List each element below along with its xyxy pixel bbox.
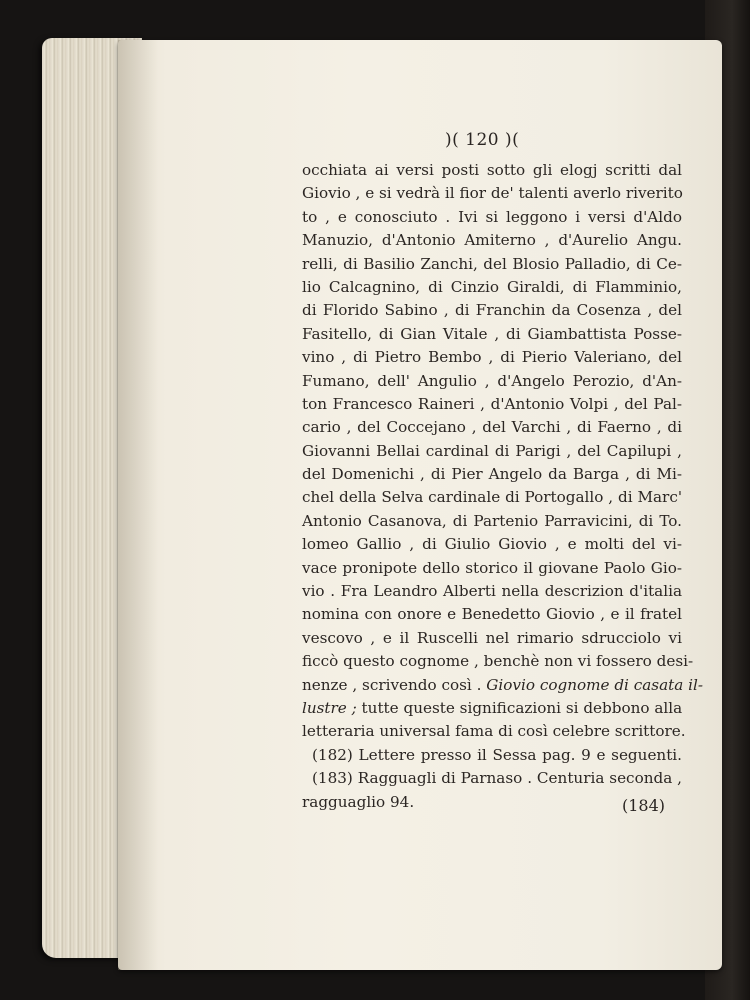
text-line: Fasitello, di Gian Vitale , di Giambattista Posse- <box>302 324 682 343</box>
text-line: relli, di Basilio Zanchi, del Blosio Palladio, di Ce- <box>302 254 682 273</box>
text-line: lomeo Gallio , di Giulio Giovio , e molti del vi- <box>302 535 682 554</box>
catchword: (184) <box>622 796 666 815</box>
text-line: ton Francesco Raineri , d'Antonio Volpi , del Pal- <box>302 394 682 413</box>
text-line: lio Calcagnino, di Cinzio Giraldi, di Flamminio, <box>302 277 682 296</box>
text-italic: Giovio cognome di casata il- <box>486 675 703 694</box>
text-italic: lustre ; <box>302 698 357 717</box>
text-line: letteraria universal fama di così celebre scrittore. <box>302 722 686 741</box>
text-line: cario , del Coccejano , del Varchi , di Faerno , di <box>302 418 682 437</box>
footnote-183: (183) Ragguagli di Parnaso . Centuria seconda , <box>312 769 682 788</box>
text-line: di Florido Sabino , di Franchin da Cosenza , del <box>302 301 682 320</box>
text-roman: tutte queste significazioni si debbono alla <box>356 698 683 717</box>
page-gutter-shadow <box>118 40 158 970</box>
footnote-182: (182) Lettere presso il Sessa pag. 9 e seguenti. <box>312 745 682 764</box>
text-line: Manuzio, d'Antonio Amiterno , d'Aurelio Angu. <box>302 231 682 250</box>
text-line: Giovanni Bellai cardinal di Parigi , del Capilupi , <box>302 441 682 460</box>
text-line: Fumano, dell' Angulio , d'Angelo Perozio, d'An- <box>302 371 682 390</box>
text-line: to , e conosciuto . Ivi si leggono i versi d'Aldo <box>302 207 682 226</box>
text-line: Antonio Casanova, di Partenio Parravicini, di To. <box>302 511 682 530</box>
text-line: vino , di Pietro Bembo , di Pierio Valeriano, del <box>302 348 682 367</box>
text-line <box>302 697 682 720</box>
text-line: ficcò questo cognome , benchè non vi fossero desi- <box>302 652 694 671</box>
text-line: del Domenichi , di Pier Angelo da Barga , di Mi- <box>302 465 682 484</box>
running-head: )( 120 )( <box>445 130 520 150</box>
text-line: vace pronipote dello storico il giovane Paolo Gio- <box>302 558 682 577</box>
text-roman: nenze , scrivendo così . <box>302 675 487 694</box>
text-line: nomina con onore e Benedetto Giovio , e il fratel <box>302 605 682 624</box>
footnote-183-continued: ragguaglio 94. <box>302 792 415 811</box>
text-line: chel della Selva cardinale di Portogallo , di Marc' <box>302 488 682 507</box>
text-line: vio . Fra Leandro Alberti nella descrizion d'italia <box>302 582 682 601</box>
text-line: occhiata ai versi posti sotto gli elogj scritti dal <box>302 161 682 179</box>
text-line: vescovo , e il Ruscelli nel rimario sdrucciolo vi <box>302 628 682 647</box>
text-line <box>302 674 703 697</box>
body-text <box>302 159 703 814</box>
text-line: Giovio , e si vedrà il fior de' talenti averlo riverito <box>302 184 683 203</box>
